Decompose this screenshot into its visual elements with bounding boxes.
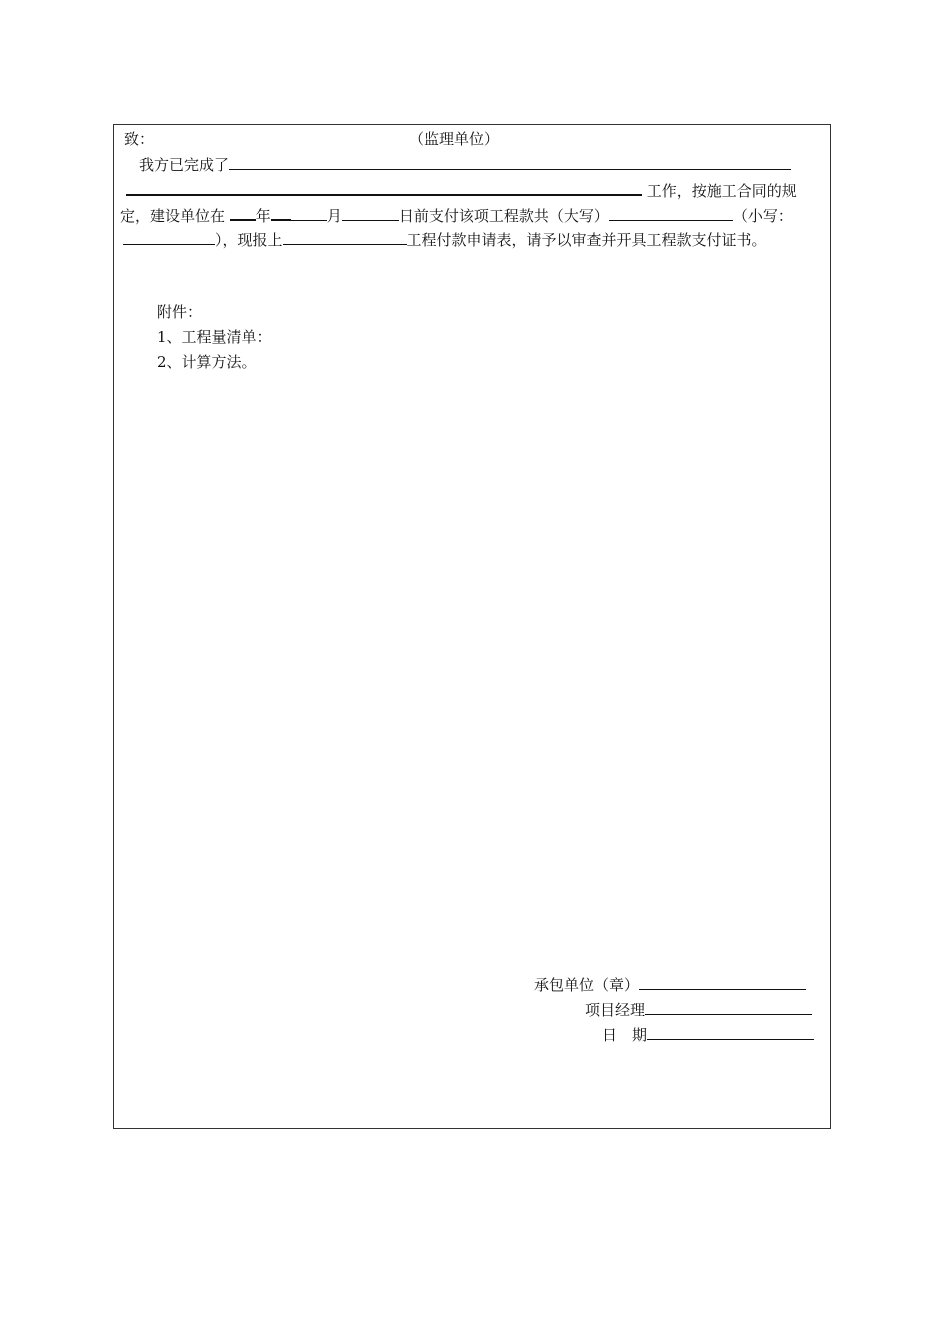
attachment-item: 2、计算方法。 [157,353,257,371]
payment-date-prefix: 定，建设单位在 [120,207,226,225]
date-label: 日 期 [602,1026,648,1044]
amount-uppercase-blank[interactable] [609,205,733,221]
amount-lowercase-label: （小写： [732,207,793,225]
amount-lowercase-blank[interactable] [123,229,215,245]
year-blank-after[interactable] [271,204,291,221]
to-label: 致： [124,130,155,148]
attachments-title: 附件： [157,303,203,321]
date-blank[interactable] [647,1024,814,1040]
contractor-blank[interactable] [639,974,806,990]
contractor-signature-line [534,974,806,995]
year-blank[interactable] [230,204,256,221]
work-description-blank[interactable] [126,179,642,196]
payment-date-line [120,204,793,226]
submission-text: 工程付款申请表，请予以审查并开具工程款支付证书。 [406,231,767,249]
work-description-line [126,179,797,201]
submission-prefix: ），现报上 [215,231,283,249]
work-description-suffix: 工作，按施工合同的规 [646,182,797,200]
completed-work-line [139,154,791,175]
day-blank[interactable] [342,205,399,221]
application-form-frame [113,124,831,1129]
submission-period-blank[interactable] [283,229,407,245]
attachment-item: 1、工程量清单： [157,328,272,346]
year-label: 年 [255,207,271,225]
date-signature-line [602,1024,814,1045]
manager-label: 项目经理 [585,1001,646,1019]
completed-work-prefix: 我方已完成了 [139,156,230,174]
submission-line [123,229,767,250]
completed-work-blank[interactable] [229,154,791,170]
contractor-label: 承包单位（章） [534,976,640,994]
supervisor-unit-label: （监理单位） [409,130,500,148]
manager-blank[interactable] [645,999,812,1015]
month-blank[interactable] [291,205,327,221]
payment-amount-text: 日前支付该项工程款共（大写） [398,207,609,225]
manager-signature-line [585,999,812,1020]
month-label: 月 [326,207,342,225]
